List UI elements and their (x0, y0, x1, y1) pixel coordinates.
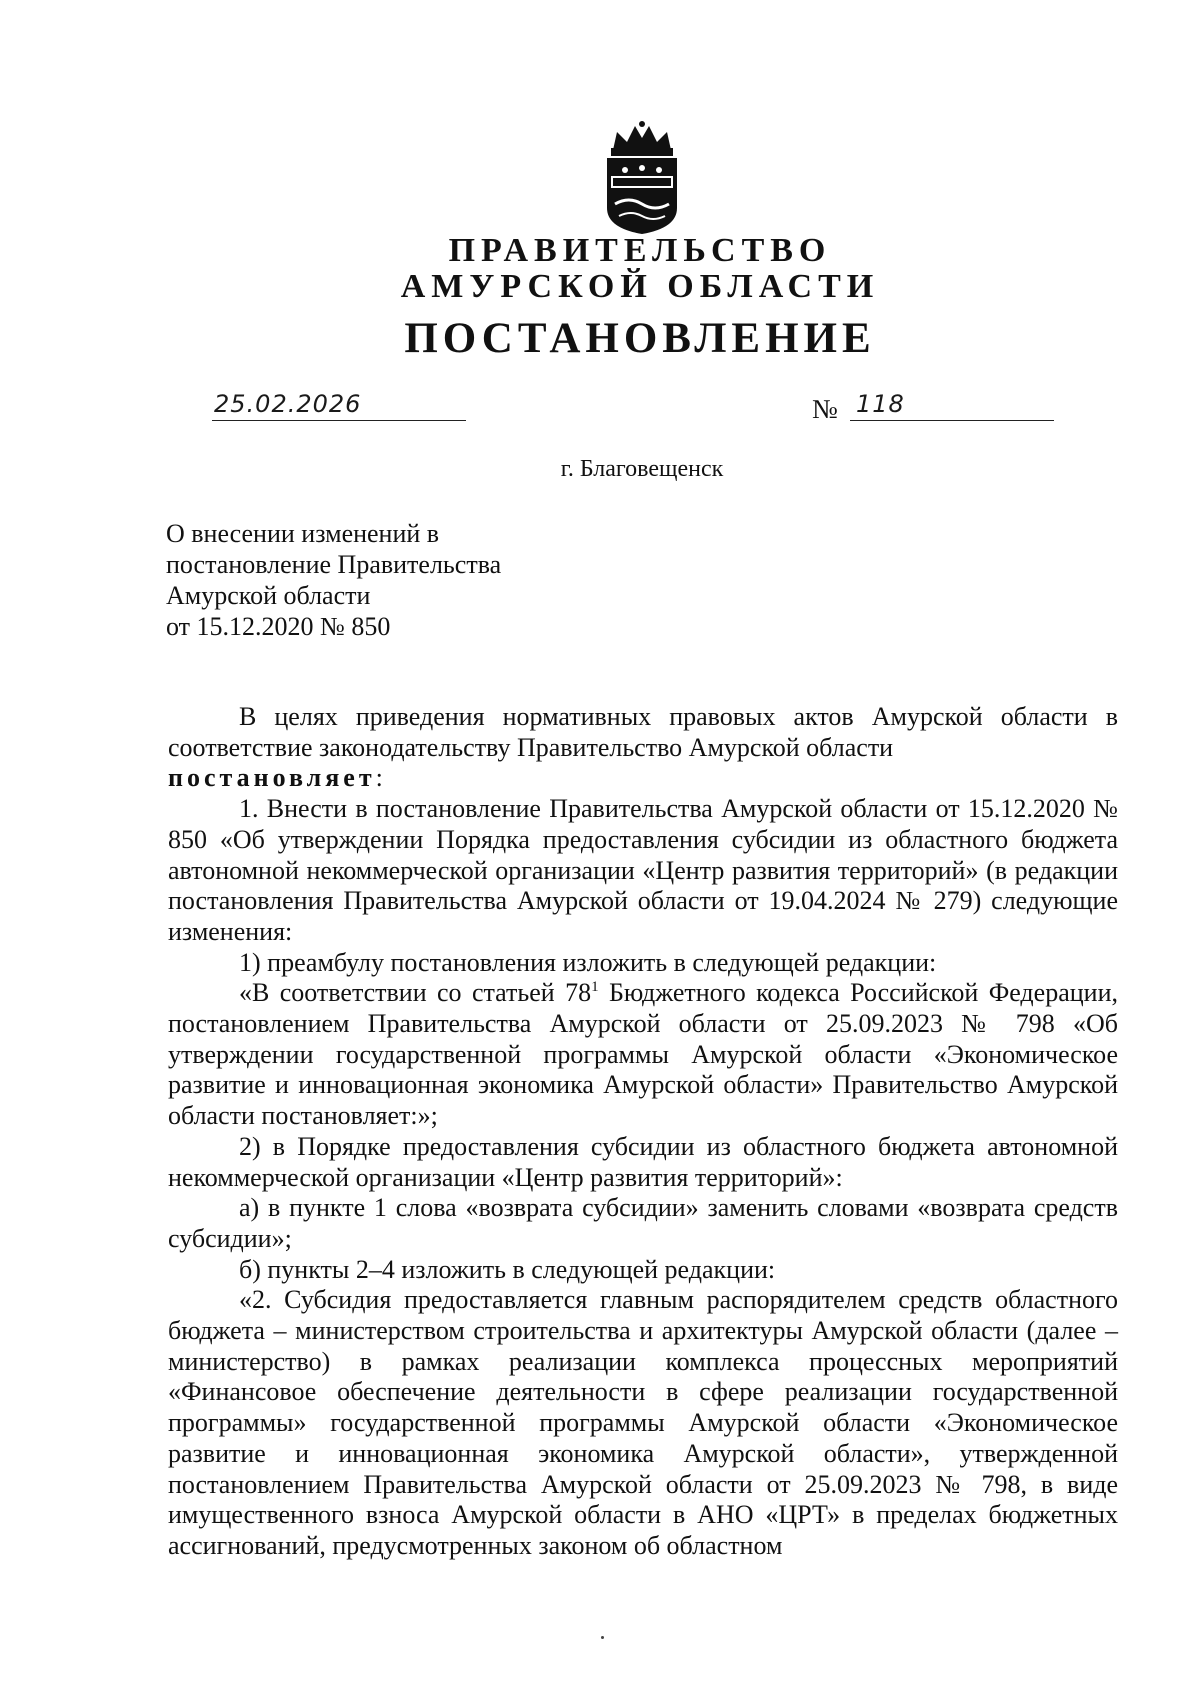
coat-of-arms-icon (599, 120, 685, 236)
intro-paragraph: В целях приведения нормативных правовых актов Амурской области в соответствие законодательству Правительство Амурской области (168, 702, 1118, 762)
page-mark (601, 1636, 604, 1639)
subject-line: постановление Правительства (166, 550, 502, 579)
quote-part-1: «В соответствии со статьей 78 (239, 978, 592, 1008)
article-superscript: 1 (591, 979, 599, 996)
decree-word: постановляет (168, 763, 376, 793)
item-a-paragraph: а) в пункте 1 слова «возврата субсидии» заменить словами «возврата средств субсидии»; (168, 1193, 1118, 1253)
item-1-1-paragraph: 1) преамбулу постановления изложить в следующей редакции: (239, 947, 937, 977)
document-subject (166, 518, 501, 642)
document-type-title: ПОСТАНОВЛЕНИЕ (404, 315, 876, 362)
subject-line: О внесении изменений в (166, 519, 440, 548)
region-title: АМУРСКОЙ ОБЛАСТИ (400, 268, 880, 305)
number-field (850, 390, 1054, 421)
quote-part-2: Бюджетного кодекса Российской Федерации, постановлением Правительства Амурской области от 25.09.2023 № 798 «Об утверждении государственной программы Амурской области «Экономическое развитие и инновационная экономика Амурской области» Правительство Амурской области постановляет:»; (168, 978, 1118, 1131)
handwritten-date: 25.02.2026 (214, 390, 362, 418)
city-name: г. Благовещенск (560, 456, 724, 482)
item-1-2-paragraph: 2) в Порядке предоставления субсидии из областного бюджета автономной некоммерческой организации «Центр развития территорий»: (168, 1131, 1118, 1192)
date-field (212, 390, 466, 421)
subject-line: Амурской области (166, 581, 371, 610)
decree-colon: : (375, 763, 383, 793)
decree-line (168, 763, 1118, 794)
preamble-quote-paragraph (168, 978, 1118, 1132)
handwritten-number: 118 (856, 390, 905, 418)
item-1-paragraph: 1. Внести в постановление Правительства Амурской области от 15.12.2020 № 850 «Об утверждении Порядка предоставления субсидии из областного бюджета автономной некоммерческой организации «Центр развития территорий» (в редакции постановления Правительства Амурской области от 19.04.2024 № 279) следующие изменения: (168, 794, 1118, 946)
item-b-paragraph: б) пункты 2–4 изложить в следующей редакции: (239, 1254, 776, 1284)
clause-2-paragraph: «2. Субсидия предоставляется главным распорядителем средств областного бюджета – министерством строительства и архитектуры Амурской области (далее – министерство) в рамках реализации комплекса процессных мероприятий «Финансовое обеспечение деятельности в сфере реализации государственной программы» государственной программы Амурской области «Экономическое развитие и инновационная экономика Амурской области», утвержденной постановлением Правительства Амурской области от 25.09.2023 № 798, в виде имущественного взноса Амурской области в АНО «ЦРТ» в пределах бюджетных ассигнований, предусмотренных законом об областном (168, 1285, 1118, 1560)
document-body (168, 702, 1118, 1562)
number-sign: № (812, 394, 838, 424)
subject-line: от 15.12.2020 № 850 (166, 612, 391, 641)
government-title: ПРАВИТЕЛЬСТВО (448, 232, 832, 269)
